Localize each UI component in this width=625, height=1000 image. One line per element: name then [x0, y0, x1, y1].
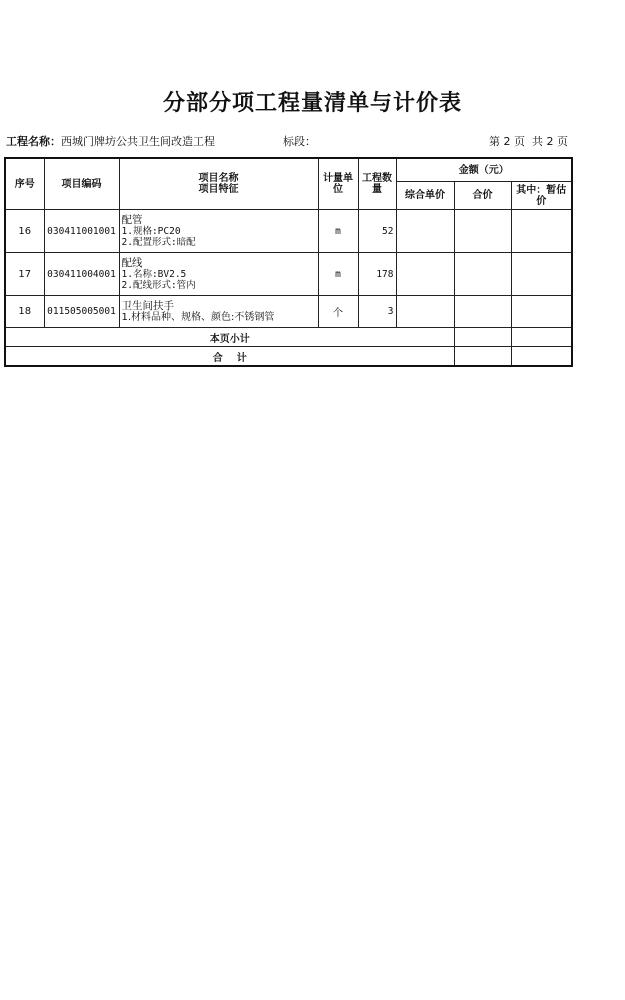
- subtotal-provisional: [511, 328, 572, 347]
- row-desc: [119, 296, 318, 328]
- row-total: [454, 296, 511, 328]
- col-seq: 序号: [5, 158, 44, 210]
- row-unit-price: [396, 296, 454, 328]
- row-provisional: [511, 253, 572, 296]
- row-desc: [119, 210, 318, 253]
- col-provisional: 其中：暂估 价: [511, 182, 572, 210]
- row-qty: 52: [358, 210, 396, 253]
- col-qty: 工程数 量: [358, 158, 396, 210]
- col-total: 合价: [454, 182, 511, 210]
- row-seq: 18: [5, 296, 44, 328]
- row-code: 030411004001: [44, 253, 119, 296]
- grand-total-label: 合 计: [5, 347, 454, 367]
- table-row: [5, 210, 572, 253]
- row-code: 030411001001: [44, 210, 119, 253]
- subtotal-row: [5, 328, 572, 347]
- row-unit: 个: [318, 296, 358, 328]
- segment-label: 标段：: [283, 135, 316, 148]
- row-total: [454, 253, 511, 296]
- project-name: 西城门牌坊公共卫生间改造工程: [61, 135, 215, 148]
- row-seq: 16: [5, 210, 44, 253]
- row-features: 1.材料品种、规格、颜色:不锈钢管: [121, 311, 275, 323]
- grand-total-row: [5, 347, 572, 367]
- col-code: 项目编码: [44, 158, 119, 210]
- grand-total-value: [454, 347, 511, 367]
- row-name: 卫生间扶手: [121, 299, 174, 312]
- row-features: 1.规格:PC20 2.配置形式:暗配: [121, 225, 196, 248]
- subtotal-total: [454, 328, 511, 347]
- row-desc: [119, 253, 318, 296]
- row-unit: m: [318, 253, 358, 296]
- row-unit: m: [318, 210, 358, 253]
- project-label: 工程名称：: [6, 135, 61, 148]
- row-provisional: [511, 296, 572, 328]
- row-seq: 17: [5, 253, 44, 296]
- row-provisional: [511, 210, 572, 253]
- row-qty: 3: [358, 296, 396, 328]
- col-name: 项目名称 项目特征: [119, 158, 318, 210]
- grand-total-provisional: [511, 347, 572, 367]
- page-info: 第 2 页 共 2 页: [489, 135, 568, 148]
- page-title: 分部分项工程量清单与计价表: [162, 91, 462, 116]
- row-name: 配管: [121, 213, 143, 226]
- row-qty: 178: [358, 253, 396, 296]
- bill-table: [4, 157, 573, 367]
- table-row: [5, 253, 572, 296]
- row-unit-price: [396, 253, 454, 296]
- subtotal-label: 本页小计: [5, 328, 454, 347]
- project-name-line: [6, 133, 215, 149]
- col-amount: 金额（元）: [396, 158, 572, 182]
- col-unit-price: 综合单价: [396, 182, 454, 210]
- row-features: 1.名称:BV2.5 2.配线形式:管内: [121, 268, 196, 291]
- row-name: 配线: [121, 256, 143, 269]
- row-code: 011505005001: [44, 296, 119, 328]
- row-unit-price: [396, 210, 454, 253]
- col-unit: 计量单 位: [318, 158, 358, 210]
- table-row: [5, 296, 572, 328]
- row-total: [454, 210, 511, 253]
